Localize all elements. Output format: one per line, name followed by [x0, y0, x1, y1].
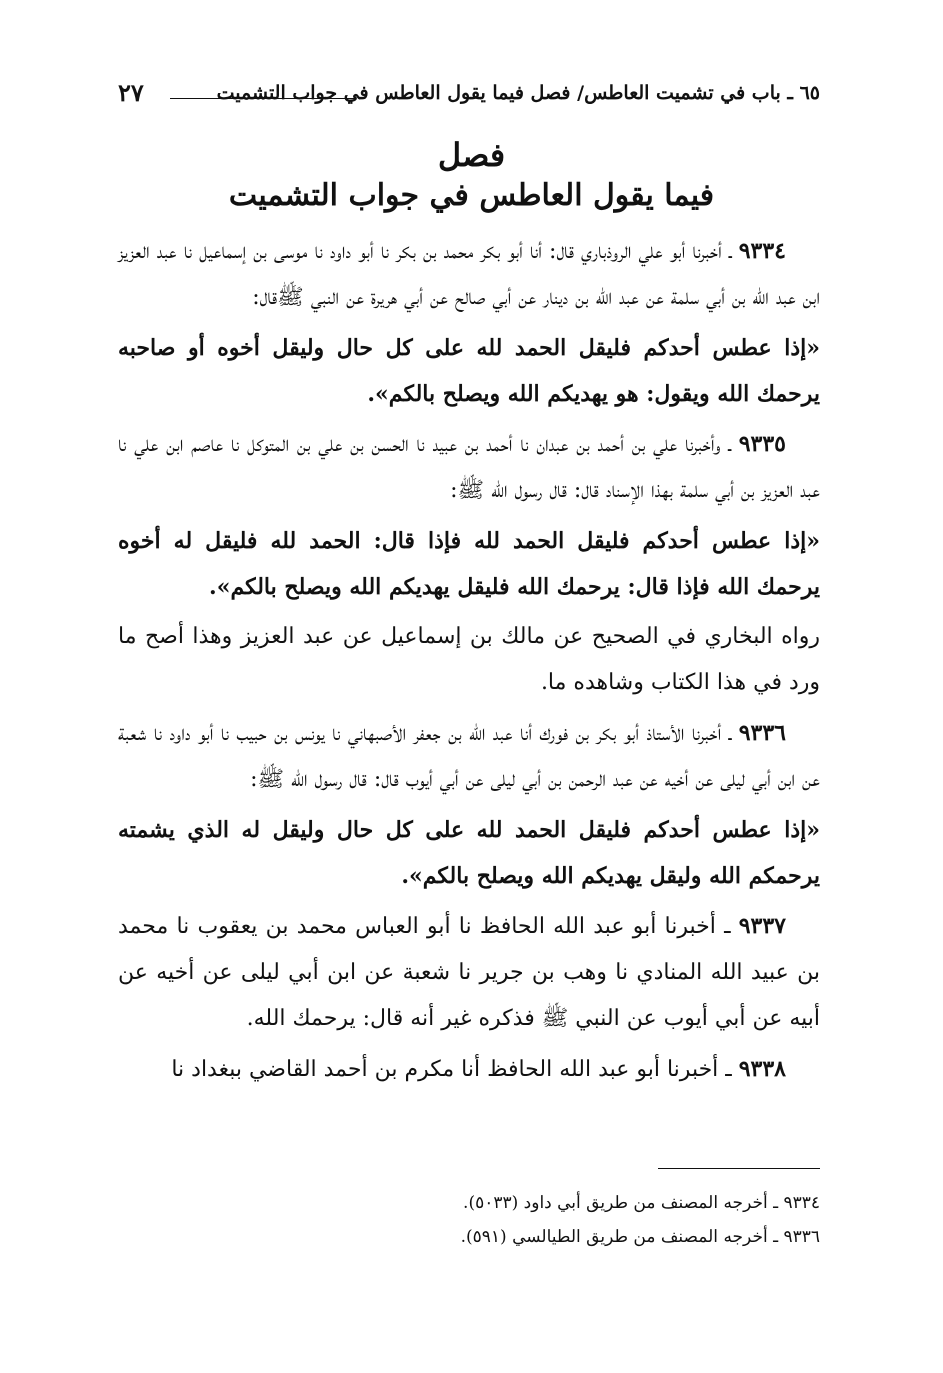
header-rule — [170, 98, 355, 99]
hadith-number: ٩٣٣٥ — [738, 431, 786, 457]
hadith-text: ـ أخبرنا أبو عبد الله الحافظ أنا مكرم بن أحمد القاضي ببغداد نا — [171, 1057, 739, 1082]
hadith-number: ٩٣٣٧ — [738, 913, 786, 939]
hadith-text: ـ أخبرنا أبو علي الروذباري قال: أنا أبو بكر محمد بن بكر نا أبو داود نا موسى بن إسماعيل نا عبد العزيز ابن عبد الله بن أبي سلمة عن عبد الله بن دينار عن أبي صالح عن أبي هريرة عن النبي ﷺقال: — [118, 239, 820, 310]
hadith-text: ـ أخبرنا أبو عبد الله الحافظ نا أبو العباس محمد بن يعقوب نا محمد بن عبيد الله المنادي نا وهب بن جرير نا شعبة عن ابن أبي ليلى عن أخيه عن أبيه عن أبي أيوب عن النبي ﷺ فذكره غير أنه قال: يرحمك الله. — [118, 914, 820, 1031]
hadith-quote — [118, 325, 820, 417]
hadith-quote — [118, 518, 820, 610]
commentary-text: رواه البخاري في الصحيح عن مالك بن إسماعيل عن عبد العزيز وهذا أصح ما ورد في هذا الكتاب وشاهده ما. — [118, 624, 820, 695]
hadith-text: ـ وأخبرنا علي بن أحمد بن عبدان نا أحمد بن عبيد نا الحسن بن علي بن المتوكل نا عاصم ابن علي نا عبد العزيز بن أبي سلمة بهذا الإسناد قال: قال رسول الله ﷺ: — [118, 432, 820, 503]
hadith-number: ٩٣٣٦ — [738, 720, 786, 746]
hadith-paragraph — [118, 421, 820, 514]
page-number: ٢٧ — [118, 78, 144, 107]
body-text — [118, 228, 820, 1097]
footnote: ٩٣٣٦ ـ أخرجه المصنف من طريق الطيالسي (٥٩١). — [460, 1227, 820, 1247]
footnote: ٩٣٣٤ ـ أخرجه المصنف من طريق أبي داود (٥٠٣٣). — [463, 1193, 820, 1213]
running-header — [118, 78, 820, 112]
hadith-paragraph — [118, 1046, 820, 1093]
hadith-paragraph — [118, 228, 820, 321]
quote-text: «إذا عطس أحدكم فليقل الحمد لله على كل حال وليقل أخوه أو صاحبه يرحمك الله ويقول: هو يهديكم الله ويصلح بالكم». — [118, 335, 820, 407]
quote-text: «إذا عطس أحدكم فليقل الحمد لله فإذا قال: الحمد لله فليقل له أخوه يرحمك الله فإذا قال: يرحمك الله فليقل يهديكم الله ويصلح بالكم». — [118, 528, 820, 600]
hadith-paragraph — [118, 903, 820, 1042]
hadith-text: ـ أخبرنا الأستاذ أبو بكر بن فورك أنا عبد الله بن جعفر الأصبهاني نا يونس بن حبيب نا أبو داود نا شعبة عن ابن أبي ليلى عن أخيه عن عبد الرحمن بن أبي ليلى عن أبي أيوب قال: قال رسول الله ﷺ: — [118, 721, 820, 792]
hadith-paragraph — [118, 710, 820, 803]
section-title: فصل — [437, 136, 506, 174]
section-subtitle: فيما يقول العاطس في جواب التشميت — [228, 178, 715, 213]
running-header-title: ٦٥ ـ باب في تشميت العاطس/ فصل فيما يقول العاطس في جواب التشميت — [216, 82, 820, 104]
hadith-number: ٩٣٣٨ — [738, 1056, 786, 1082]
footnote-rule — [658, 1168, 820, 1169]
footnotes — [118, 1186, 820, 1254]
hadith-quote — [118, 807, 820, 899]
quote-text: «إذا عطس أحدكم فليقل الحمد لله على كل حال وليقل له الذي يشمته يرحمكم الله وليقل يهديكم الله ويصلح بالكم». — [118, 817, 820, 889]
hadith-number: ٩٣٣٤ — [738, 238, 786, 264]
commentary-paragraph — [118, 614, 820, 706]
